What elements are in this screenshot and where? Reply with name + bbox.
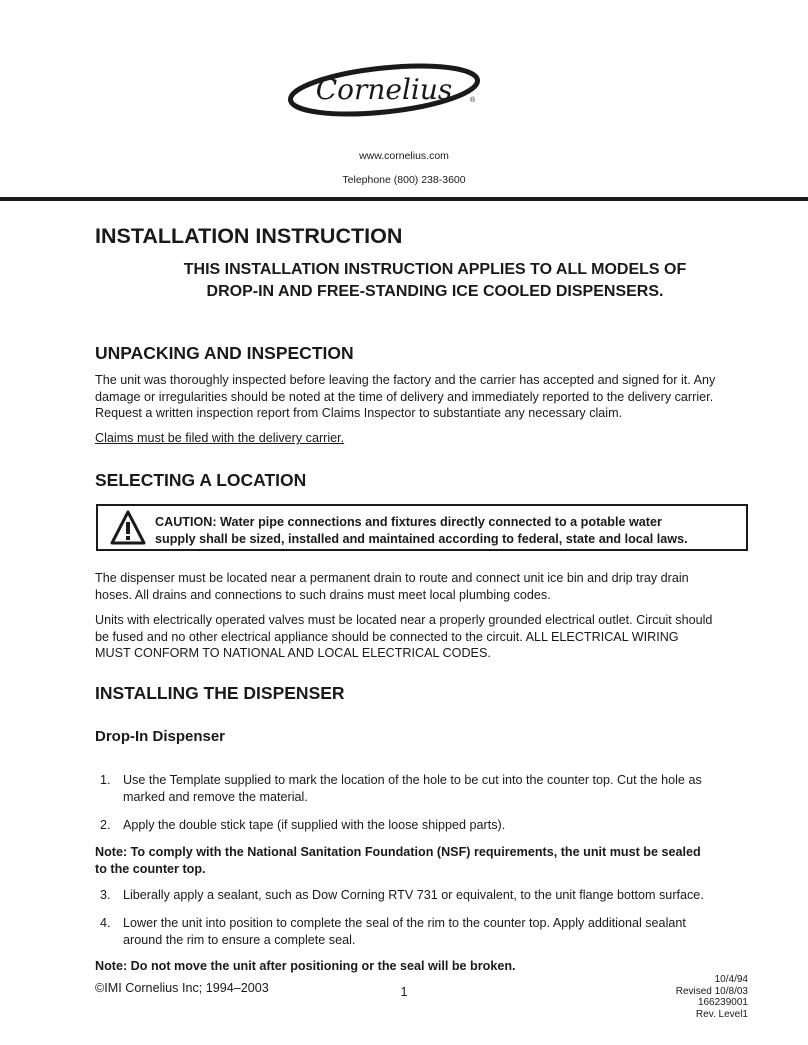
- svg-text:®: ®: [470, 97, 476, 104]
- original-date: 10/4/94: [714, 974, 748, 985]
- text-line: to the counter top.: [95, 861, 206, 876]
- page-subtitle: [95, 259, 775, 303]
- step-number: 3.: [100, 888, 111, 902]
- part-number: 166239001: [697, 997, 748, 1008]
- step-number: 1.: [100, 773, 111, 787]
- text-line: hoses. All drains and connections to such drains must meet local plumbing codes.: [95, 587, 551, 602]
- text-line: MUST CONFORM TO NATIONAL AND LOCAL ELECTRICAL CODES.: [95, 646, 491, 660]
- revision-block: [676, 974, 748, 1020]
- section-heading-unpacking: UNPACKING AND INSPECTION: [95, 343, 354, 363]
- section-heading-location: SELECTING A LOCATION: [95, 470, 307, 490]
- text-line: marked and remove the material.: [123, 789, 308, 804]
- header-rule: [0, 197, 808, 201]
- drain-paragraph: [95, 570, 755, 603]
- text-line: supply shall be sized, installed and maintained according to federal, state and local laws.: [155, 531, 688, 546]
- unpacking-paragraph: [95, 372, 755, 422]
- text-line: CAUTION: Water pipe connections and fixtures directly connected to a potable water: [155, 515, 662, 529]
- electrical-paragraph: [95, 612, 755, 662]
- text-line: be fused and no other electrical appliance should be connected to the circuit. ALL ELECTRICAL WIRING: [95, 629, 679, 644]
- subtitle-line: DROP-IN AND FREE-STANDING ICE COOLED DISPENSERS.: [206, 283, 664, 300]
- logo-wordmark: Cornelius: [315, 73, 453, 106]
- claims-note: Claims must be filed with the delivery carrier.: [95, 431, 345, 445]
- telephone-text: Telephone (800) 238-3600: [342, 174, 466, 186]
- caution-box: [96, 504, 748, 551]
- subtitle-line: THIS INSTALLATION INSTRUCTION APPLIES TO ALL MODELS OF: [183, 261, 687, 278]
- list-item-step-1: [95, 772, 755, 805]
- text-line: around the rim to ensure a complete seal.: [123, 932, 356, 947]
- text-line: Apply the double stick tape (if supplied with the loose shipped parts).: [123, 818, 506, 832]
- step-number: 4.: [100, 916, 111, 930]
- text-line: Liberally apply a sealant, such as Dow Corning RTV 731 or equivalent, to the unit flange bottom surface.: [123, 888, 704, 902]
- text-line: Request a written inspection report from Claims Inspector to substantiate any necessary claim.: [95, 406, 623, 420]
- text-line: The dispenser must be located near a permanent drain to route and connect unit ice bin and drip tray drain: [95, 571, 689, 585]
- text-line: Lower the unit into position to complete the seal of the rim to the counter top. Apply additional sealant: [123, 916, 686, 930]
- page-title: INSTALLATION INSTRUCTION: [95, 224, 403, 248]
- step-number: 2.: [100, 818, 111, 832]
- website-text: www.cornelius.com: [359, 150, 449, 162]
- text-line: The unit was thoroughly inspected before leaving the factory and the carrier has accepted and signed for it. Any: [95, 373, 716, 387]
- text-line: Note: To comply with the National Sanitation Foundation (NSF) requirements, the unit must be sealed: [95, 845, 701, 859]
- copyright-text: ©IMI Cornelius Inc; 1994–2003: [95, 981, 269, 995]
- list-item-step-4: [95, 915, 755, 948]
- final-note: Note: Do not move the unit after positioning or the seal will be broken.: [95, 959, 516, 973]
- subheading-drop-in: Drop-In Dispenser: [95, 728, 226, 745]
- revised-date: Revised 10/8/03: [675, 985, 748, 997]
- cornelius-logo: [284, 58, 484, 122]
- list-item-step-3: [95, 887, 755, 904]
- page-number: 1: [400, 985, 408, 999]
- text-line: damage or irregularities should be noted at the time of delivery and immediately reported to the delivery carrier.: [95, 389, 714, 404]
- text-line: Use the Template supplied to mark the location of the hole to be cut into the counter top. Cut the hole as: [123, 773, 702, 787]
- rev-level: Rev. Level1: [695, 1008, 748, 1020]
- warning-icon: [110, 510, 146, 546]
- section-heading-installing: INSTALLING THE DISPENSER: [95, 683, 345, 703]
- text-line: Units with electrically operated valves must be located near a properly grounded electrical outlet. Circuit should: [95, 613, 713, 627]
- nsf-note: [95, 844, 755, 877]
- list-item-step-2: [95, 817, 755, 834]
- caution-text: [155, 514, 745, 547]
